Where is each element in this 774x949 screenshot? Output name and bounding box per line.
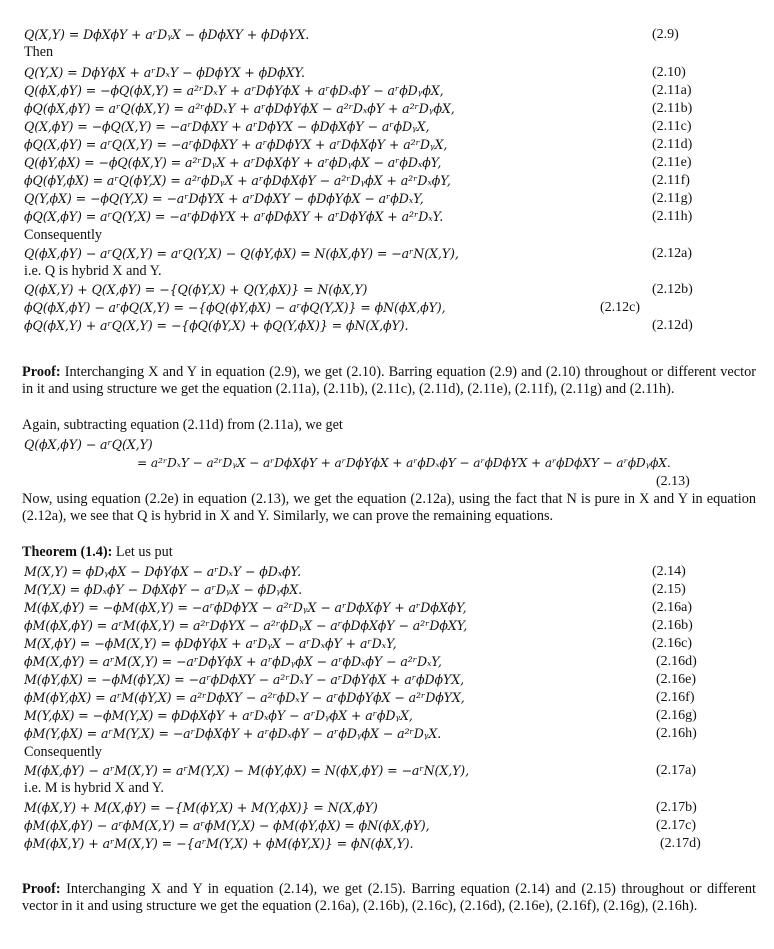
equation-2-16d: ϕM(X,ϕY) = aʳM(X,Y) = −aʳDϕYϕX + aʳϕDᵧϕX − aʳϕDₓϕY − a²ʳDₓY, [24, 654, 442, 669]
equation-number: (2.17d) [660, 836, 701, 851]
equation-2-13-lhs: Q(ϕX,ϕY) − aʳQ(X,Y) [24, 437, 153, 452]
equation-number: (2.13) [656, 474, 690, 489]
equation-2-11b: ϕQ(ϕX,ϕY) = aʳQ(ϕX,Y) = a²ʳϕDₓY + aʳϕDϕYϕX − a²ʳDₓϕY + a²ʳDᵧϕX, [24, 101, 455, 116]
equation-number: (2.16e) [656, 672, 697, 687]
equation-number: (2.14) [652, 564, 686, 579]
equation-number: (2.11a) [652, 83, 692, 98]
equation-2-12a: Q(ϕX,ϕY) − aʳQ(X,Y) = aʳQ(Y,X) − Q(ϕY,ϕX) = N(ϕX,ϕY) = −aʳN(X,Y), [24, 246, 459, 261]
equation-number: (2.17c) [656, 818, 697, 833]
equation-2-12d: ϕQ(ϕX,Y) + aʳQ(X,Y) = −{ϕQ(ϕY,X) + ϕQ(Y,ϕX)} = ϕN(X,ϕY). [24, 318, 409, 333]
equation-2-9: Q(X,Y) = DϕXϕY + aʳDᵧX − ϕDϕXY + ϕDϕYX. [24, 27, 310, 42]
equation-2-11c: Q(X,ϕY) = −ϕQ(X,Y) = −aʳDϕXY + aʳDϕYX − ϕDϕXϕY − aʳϕDᵧX, [24, 119, 430, 134]
equation-number: (2.12c) [600, 300, 641, 315]
proof-paragraph [22, 364, 756, 399]
equation-2-16f: ϕM(ϕY,ϕX) = aʳM(ϕY,X) = a²ʳDϕXY − a²ʳϕDₓY − aʳϕDϕYϕX − a²ʳDϕYX, [24, 690, 465, 705]
theorem-text: Let us put [112, 544, 173, 560]
equation-number: (2.16h) [656, 726, 697, 741]
equation-2-16h: ϕM(Y,ϕX) = aʳM(Y,X) = −aʳDϕXϕY + aʳϕDₓϕY − aʳϕDᵧϕX − a²ʳDᵧX. [24, 726, 442, 741]
equation-number: (2.11g) [652, 191, 693, 206]
theorem-label: Theorem (1.4): [22, 544, 113, 560]
equation-2-11a: Q(ϕX,ϕY) = −ϕQ(ϕX,Y) = a²ʳDₓY + aʳDϕYϕX + aʳϕDₓϕY − aʳϕDᵧϕX, [24, 83, 444, 98]
then-label: Then [24, 44, 54, 60]
equation-number: (2.11f) [652, 173, 690, 188]
equation-number: (2.12a) [652, 246, 693, 261]
equation-2-12b: Q(ϕX,Y) + Q(X,ϕY) = −{Q(ϕY,X) + Q(Y,ϕX)} = N(ϕX,Y) [24, 282, 368, 297]
equation-2-17b: M(ϕX,Y) + M(X,ϕY) = −{M(ϕY,X) + M(Y,ϕX)} = N(X,ϕY) [24, 800, 378, 815]
proof-label: Proof: [22, 364, 61, 380]
equation-number: (2.16a) [652, 600, 693, 615]
equation-2-16g: M(Y,ϕX) = −ϕM(Y,X) = ϕDϕXϕY + aʳDₓϕY − aʳDᵧϕX + aʳϕDᵧX, [24, 708, 413, 723]
equation-2-13-rhs: = a²ʳDₓY − a²ʳDᵧX − aʳDϕXϕY + aʳDϕYϕX + aʳϕDₓϕY − aʳϕDϕYX + aʳϕDϕXY − aʳϕDᵧϕX. [137, 456, 671, 470]
equation-number: (2.11h) [652, 209, 693, 224]
proof-paragraph [22, 881, 756, 916]
now-paragraph: Now, using equation (2.2e) in equation (2.13), we get the equation (2.12a), using the fact that N is pure in X and Y in equation (2.12a), we see that Q is hybrid in X and Y. Similarly, we can prove the remaining equations. [22, 491, 756, 525]
equation-2-16e: M(ϕY,ϕX) = −ϕM(ϕY,X) = −aʳϕDϕXY − a²ʳDₓY − aʳDϕYϕX + aʳϕDϕYX, [24, 672, 464, 687]
equation-number: (2.15) [652, 582, 686, 597]
equation-number: (2.12b) [652, 282, 693, 297]
proof-text: Interchanging X and Y in equation (2.14), we get (2.15). Barring equation (2.14) and (2.15) throughout or different vector in it and using structure we get the equation (2.16a), (2.16b), (2.16c), (2.16d), (2.16e), (2.16f), (2.16g), (2.16h). [22, 881, 756, 915]
equation-2-17c: ϕM(ϕX,ϕY) − aʳϕM(X,Y) = aʳϕM(Y,X) − ϕM(ϕY,ϕX) = ϕN(ϕX,ϕY), [24, 818, 430, 833]
equation-2-10: Q(Y,X) = DϕYϕX + aʳDₓY − ϕDϕYX + ϕDϕXY. [24, 65, 305, 80]
hybrid-note: i.e. Q is hybrid X and Y. [24, 263, 162, 279]
equation-2-16b: ϕM(ϕX,ϕY) = aʳM(ϕX,Y) = a²ʳDϕYX − a²ʳϕDᵧX − aʳϕDϕXϕY − a²ʳDϕXY, [24, 618, 468, 633]
equation-2-16c: M(X,ϕY) = −ϕM(X,Y) = ϕDϕYϕX + aʳDᵧX − aʳDₓϕY + aʳDₓY, [24, 636, 397, 651]
equation-number: (2.9) [652, 27, 679, 42]
equation-2-11e: Q(ϕY,ϕX) = −ϕQ(ϕX,Y) = a²ʳDᵧX + aʳDϕXϕY + aʳϕDᵧϕX − aʳϕDₓϕY, [24, 155, 442, 170]
proof-text: Interchanging X and Y in equation (2.9), we get (2.10). Barring equation (2.9) and (2.10) throughout or different vector in it and using structure we get the equation (2.11a), (2.11b), (2.11c), (2.11d), (2.11e), (2.11f), (2.11g) and (2.11h). [22, 364, 756, 398]
equation-number: (2.10) [652, 65, 686, 80]
proof-label: Proof: [22, 881, 61, 897]
equation-2-14: M(X,Y) = ϕDᵧϕX − DϕYϕX − aʳDₓY − ϕDₓϕY. [24, 564, 302, 579]
equation-number: (2.16d) [656, 654, 697, 669]
equation-number: (2.11e) [652, 155, 692, 170]
hybrid-note: i.e. M is hybrid X and Y. [24, 780, 164, 796]
equation-2-16a: M(ϕX,ϕY) = −ϕM(ϕX,Y) = −aʳϕDϕYX − a²ʳDᵧX − aʳDϕXϕY + aʳDϕXϕY, [24, 600, 467, 615]
equation-number: (2.17b) [656, 800, 697, 815]
equation-number: (2.16f) [656, 690, 695, 705]
equation-2-11g: Q(Y,ϕX) = −ϕQ(Y,X) = −aʳDϕYX + aʳDϕXY − ϕDϕYϕX − aʳϕDₓY, [24, 191, 424, 206]
equation-2-11d: ϕQ(X,ϕY) = aʳQ(X,Y) = −aʳϕDϕXY + aʳϕDϕYX + aʳDϕXϕY + a²ʳDᵧX, [24, 137, 448, 152]
again-text: Again, subtracting equation (2.11d) from (2.11a), we get [22, 417, 343, 433]
equation-number: (2.16c) [652, 636, 693, 651]
equation-2-12c: ϕQ(ϕX,ϕY) − aʳϕQ(X,Y) = −{ϕQ(ϕY,ϕX) − aʳϕQ(Y,X)} = ϕN(ϕX,ϕY), [24, 300, 446, 315]
equation-number: (2.16g) [656, 708, 697, 723]
equation-number: (2.11c) [652, 119, 692, 134]
equation-number: (2.17a) [656, 763, 697, 778]
consequently-label: Consequently [24, 744, 103, 760]
equation-2-17d: ϕM(ϕX,Y) + aʳM(X,Y) = −{aʳM(Y,X) + ϕM(ϕY,X)} = ϕN(ϕX,Y). [24, 836, 414, 851]
consequently-label: Consequently [24, 227, 103, 243]
equation-2-15: M(Y,X) = ϕDₓϕY − DϕXϕY − aʳDᵧX − ϕDᵧϕX. [24, 582, 302, 597]
equation-2-11h: ϕQ(X,ϕY) = aʳQ(Y,X) = −aʳϕDϕYX + aʳϕDϕXY + aʳDϕYϕX + a²ʳDₓY. [24, 209, 444, 224]
theorem-heading [22, 544, 173, 561]
equation-2-11f: ϕQ(ϕY,ϕX) = aʳQ(ϕY,X) = a²ʳϕDᵧX + aʳϕDϕXϕY − a²ʳDᵧϕX + a²ʳDₓϕY, [24, 173, 451, 188]
equation-number: (2.11d) [652, 137, 693, 152]
equation-number: (2.16b) [652, 618, 693, 633]
equation-2-17a: M(ϕX,ϕY) − aʳM(X,Y) = aʳM(Y,X) − M(ϕY,ϕX) = N(ϕX,ϕY) = −aʳN(X,Y), [24, 763, 470, 778]
equation-number: (2.11b) [652, 101, 693, 116]
equation-number: (2.12d) [652, 318, 693, 333]
